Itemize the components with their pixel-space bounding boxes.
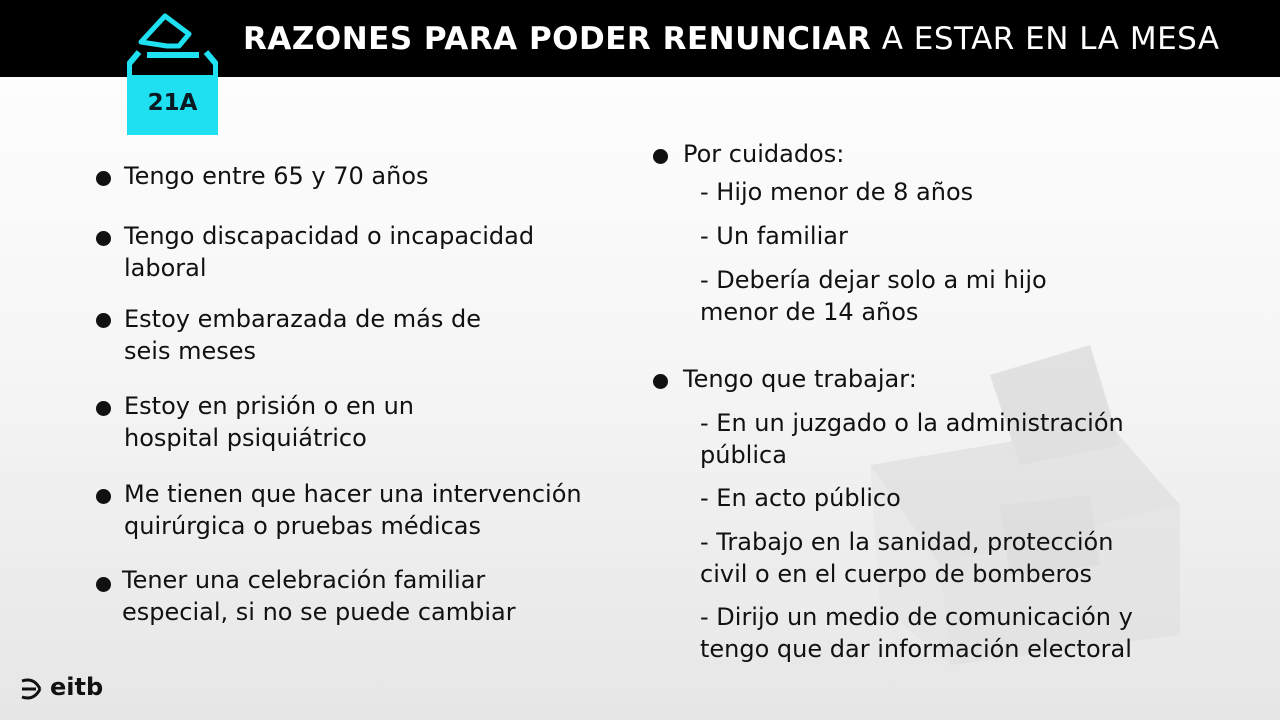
reason-item-text: Estoy embarazada de más de xyxy=(124,305,481,333)
bullet-dot xyxy=(96,401,111,416)
title-light: A ESTAR EN LA MESA xyxy=(881,21,1220,57)
eitb-logo-icon xyxy=(20,675,48,703)
bullet-dot xyxy=(96,171,111,186)
reason-item-text: Me tienen que hacer una intervención xyxy=(124,480,582,508)
bullet-dot xyxy=(96,313,111,328)
sub-reason-text: - Un familiar xyxy=(700,222,848,250)
reason-item-text: Tengo discapacidad o incapacidad xyxy=(124,222,535,250)
bullet-dot xyxy=(653,149,668,164)
reason-heading: Tengo que trabajar: xyxy=(683,365,917,393)
bullet-dot xyxy=(653,374,668,389)
sub-reason-text: - En un juzgado o la administración xyxy=(700,409,1124,437)
sub-reason-text: civil o en el cuerpo de bomberos xyxy=(700,559,1093,588)
reason-item-text: quirúrgica o pruebas médicas xyxy=(124,512,481,540)
sub-reason-text: tengo que dar información electoral xyxy=(700,634,1132,663)
reason-heading: Por cuidados: xyxy=(683,140,845,168)
reason-item-text: especial, si no se puede cambiar xyxy=(122,598,516,626)
reason-item-text: hospital psiquiátrico xyxy=(124,424,367,452)
page-title xyxy=(243,18,1220,60)
title-bold: RAZONES PARA PODER RENUNCIAR xyxy=(243,21,872,57)
sub-reason-text: pública xyxy=(700,440,787,469)
reason-item-text: Tengo entre 65 y 70 años xyxy=(124,162,429,190)
sub-reason-text: - Debería dejar solo a mi hijo xyxy=(700,266,1047,294)
eitb-brand: eitb xyxy=(50,673,104,701)
sub-reason-text: - Dirijo un medio de comunicación y xyxy=(700,603,1133,631)
sub-reason-text: - Trabajo en la sanidad, protección xyxy=(700,528,1114,556)
bullet-dot xyxy=(96,231,111,246)
bullet-dot xyxy=(96,489,111,504)
ballot-box-icon xyxy=(127,12,218,78)
badge-label: 21A xyxy=(147,90,198,116)
reason-item-text: Estoy en prisión o en un xyxy=(124,392,415,420)
bullet-dot xyxy=(96,577,111,592)
sub-reason-text: menor de 14 años xyxy=(700,297,919,326)
reason-item-text: Tener una celebración familiar xyxy=(122,566,486,594)
sub-reason-text: - Hijo menor de 8 años xyxy=(700,178,974,206)
reason-item-text: seis meses xyxy=(124,337,256,365)
sub-reason-text: - En acto público xyxy=(700,484,901,512)
reason-item-text: laboral xyxy=(124,254,207,282)
